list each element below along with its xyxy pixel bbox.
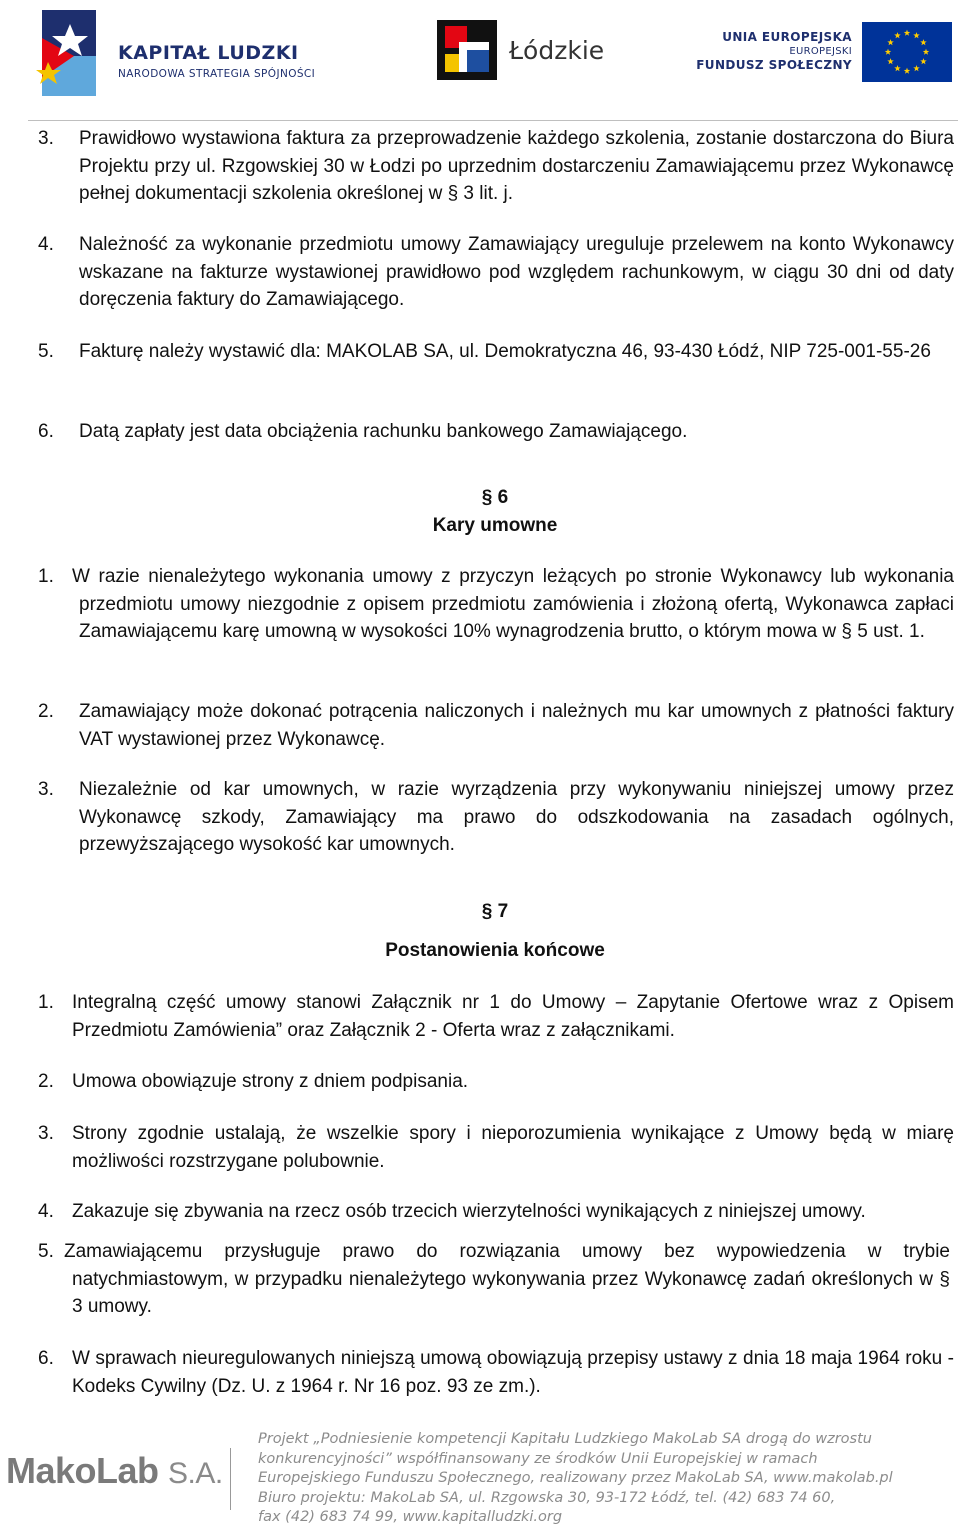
item-number: 5. bbox=[38, 341, 54, 362]
footer-line: Europejskiego Funduszu Społecznego, realizowany przez MakoLab SA, www.makolab.pl bbox=[258, 1470, 893, 1486]
footer-line: konkurencyjności” współfinansowany ze środków Unii Europejskiej w ramach bbox=[258, 1450, 818, 1467]
item-number: 4. bbox=[38, 234, 54, 255]
list-item bbox=[38, 563, 954, 646]
item-text: Umowa obowiązuje strony z dniem podpisania. bbox=[72, 1071, 469, 1092]
kapital-ludzki-title: KAPITAŁ LUDZKI bbox=[118, 42, 299, 64]
item-number: 3. bbox=[38, 779, 54, 800]
makolab-logo-main: MakoLab bbox=[6, 1450, 159, 1491]
eu-flag-icon bbox=[862, 22, 952, 82]
item-text: Fakturę należy wystawić dla: MAKOLAB SA, ul. Demokratyczna 46, 93-430 Łódź, NIP 725-001-55-26 bbox=[79, 341, 931, 362]
list-item bbox=[38, 776, 954, 859]
item-text: Niezależnie od kar umownych, w razie wyrządzenia przy wykonywaniu niniejszej umowy przez Wykonawcę szkody, Zamawiający ma prawo do odszkodowania na zasadach ogólnych, przewyższającego wysokość kar umownych. bbox=[79, 779, 954, 855]
list-item bbox=[38, 125, 954, 208]
item-text: W sprawach nieuregulowanych niniejszą umową obowiązują przepisy ustawy z dnia 18 maja 1964 roku - Kodeks Cywilny (Dz. U. z 1964 r. Nr 16 poz. 93 ze zm.). bbox=[72, 1348, 954, 1397]
section-symbol: § 7 bbox=[481, 901, 509, 922]
eu-logo bbox=[696, 20, 952, 86]
footer-line: Projekt „Podniesienie kompetencji Kapitału Ludzkiego MakoLab SA drogą do wzrostu bbox=[258, 1431, 872, 1447]
kapital-ludzki-subtitle: NARODOWA STRATEGIA SPÓJNOŚCI bbox=[118, 68, 316, 80]
item-text: W razie nienależytego wykonania umowy z przyczyn leżących po stronie Wykonawcy lub wykonania przedmiotu umowy niezgodnie z opisem przedmiotu zamówienia i złożoną ofertą, Wykonawca zapłaci Zamawiającemu karę umowną w wysokości 10% wynagrodzenia brutto, o którym mowa w § 5 ust. 1. bbox=[72, 566, 954, 642]
list-item bbox=[38, 1345, 954, 1400]
item-number: 3. bbox=[38, 128, 54, 149]
footer-project-info bbox=[258, 1430, 958, 1528]
list-item bbox=[38, 1068, 954, 1096]
page-header bbox=[0, 0, 960, 120]
list-item bbox=[38, 698, 954, 753]
item-number: 1. bbox=[38, 992, 54, 1013]
list-item bbox=[38, 1120, 954, 1175]
item-text: Datą zapłaty jest data obciążenia rachunku bankowego Zamawiającego. bbox=[79, 421, 688, 442]
item-number: 2. bbox=[38, 701, 54, 722]
kapital-ludzki-logo bbox=[34, 6, 334, 98]
eu-line-3: FUNDUSZ SPOŁECZNY bbox=[696, 58, 852, 72]
header-divider bbox=[28, 120, 958, 121]
list-item bbox=[38, 989, 954, 1044]
footer-divider bbox=[230, 1448, 231, 1510]
item-number: 6. bbox=[38, 1348, 54, 1369]
item-text: Zamawiający może dokonać potrącenia naliczonych i należnych mu kar umownych z płatności faktury VAT wystawionej przez Wykonawcę. bbox=[79, 701, 954, 750]
eu-line-2: EUROPEJSKI bbox=[789, 46, 852, 57]
item-text: Należność za wykonanie przedmiotu umowy Zamawiający ureguluje przelewem na konto Wykonawcy wskazane na fakturze wystawionej prawidłowo pod względem rachunkowym, w ciągu 30 dni od daty doręczenia faktury do Zamawiającego. bbox=[79, 234, 954, 310]
kapital-ludzki-emblem-icon bbox=[34, 6, 104, 98]
section-title: Kary umowne bbox=[432, 515, 558, 536]
item-text: Zakazuje się zbywania na rzecz osób trzecich wierzytelności wynikających z niniejszej umowy. bbox=[72, 1201, 866, 1222]
item-number: 4. bbox=[38, 1201, 54, 1222]
item-number: 3. bbox=[38, 1123, 54, 1144]
eu-text bbox=[696, 30, 852, 73]
item-text: Integralną część umowy stanowi Załącznik nr 1 do Umowy – Zapytanie Ofertowe wraz z Opisem Przedmiotu Zamówienia” oraz Załącznik 2 - Oferta wraz z załącznikami. bbox=[72, 992, 954, 1041]
section-title: Postanowienia końcowe bbox=[385, 940, 605, 961]
item-number: 1. bbox=[38, 566, 54, 587]
eu-line-1: UNIA EUROPEJSKA bbox=[722, 30, 852, 44]
makolab-logo-suffix: S.A. bbox=[168, 1457, 223, 1490]
item-text: Strony zgodnie ustalają, że wszelkie spory i nieporozumienia wynikające z Umowy będą w miarę możliwości rozstrzygane polubownie. bbox=[72, 1123, 954, 1172]
footer-line: fax (42) 683 74 99, www.kapitalludzki.org bbox=[258, 1509, 563, 1525]
lodzkie-emblem-icon bbox=[437, 20, 497, 80]
item-number: 5. bbox=[38, 1241, 54, 1262]
footer-line: Biuro projektu: MakoLab SA, ul. Rzgowska 30, 93-172 Łódź, tel. (42) 683 74 60, bbox=[258, 1489, 836, 1506]
item-number: 2. bbox=[38, 1071, 54, 1092]
list-item bbox=[38, 1238, 950, 1321]
item-text: Prawidłowo wystawiona faktura za przeprowadzenie każdego szkolenia, zostanie dostarczona do Biura Projektu przy ul. Rzgowskiej 30 w Łodzi po uprzednim dostarczeniu Zamawiającemu przez Wykonawcę pełnej dokumentacji szkolenia określonej w § 3 lit. j. bbox=[79, 128, 954, 204]
list-item bbox=[38, 1198, 954, 1226]
makolab-logo bbox=[6, 1450, 223, 1492]
item-text: Zamawiającemu przysługuje prawo do rozwiązania umowy bez wypowiedzenia w trybie natychmiastowym, w przypadku nienależytego wykonywania przez Wykonawcę zadań określonych w § 3 umowy. bbox=[64, 1241, 950, 1317]
list-item bbox=[38, 231, 954, 314]
list-item bbox=[38, 338, 954, 366]
lodzkie-logo bbox=[437, 20, 617, 86]
lodzkie-name: Łódzkie bbox=[509, 36, 605, 65]
item-number: 6. bbox=[38, 421, 54, 442]
page-footer bbox=[0, 1420, 960, 1528]
section-symbol: § 6 bbox=[481, 487, 509, 508]
list-item bbox=[38, 418, 954, 446]
